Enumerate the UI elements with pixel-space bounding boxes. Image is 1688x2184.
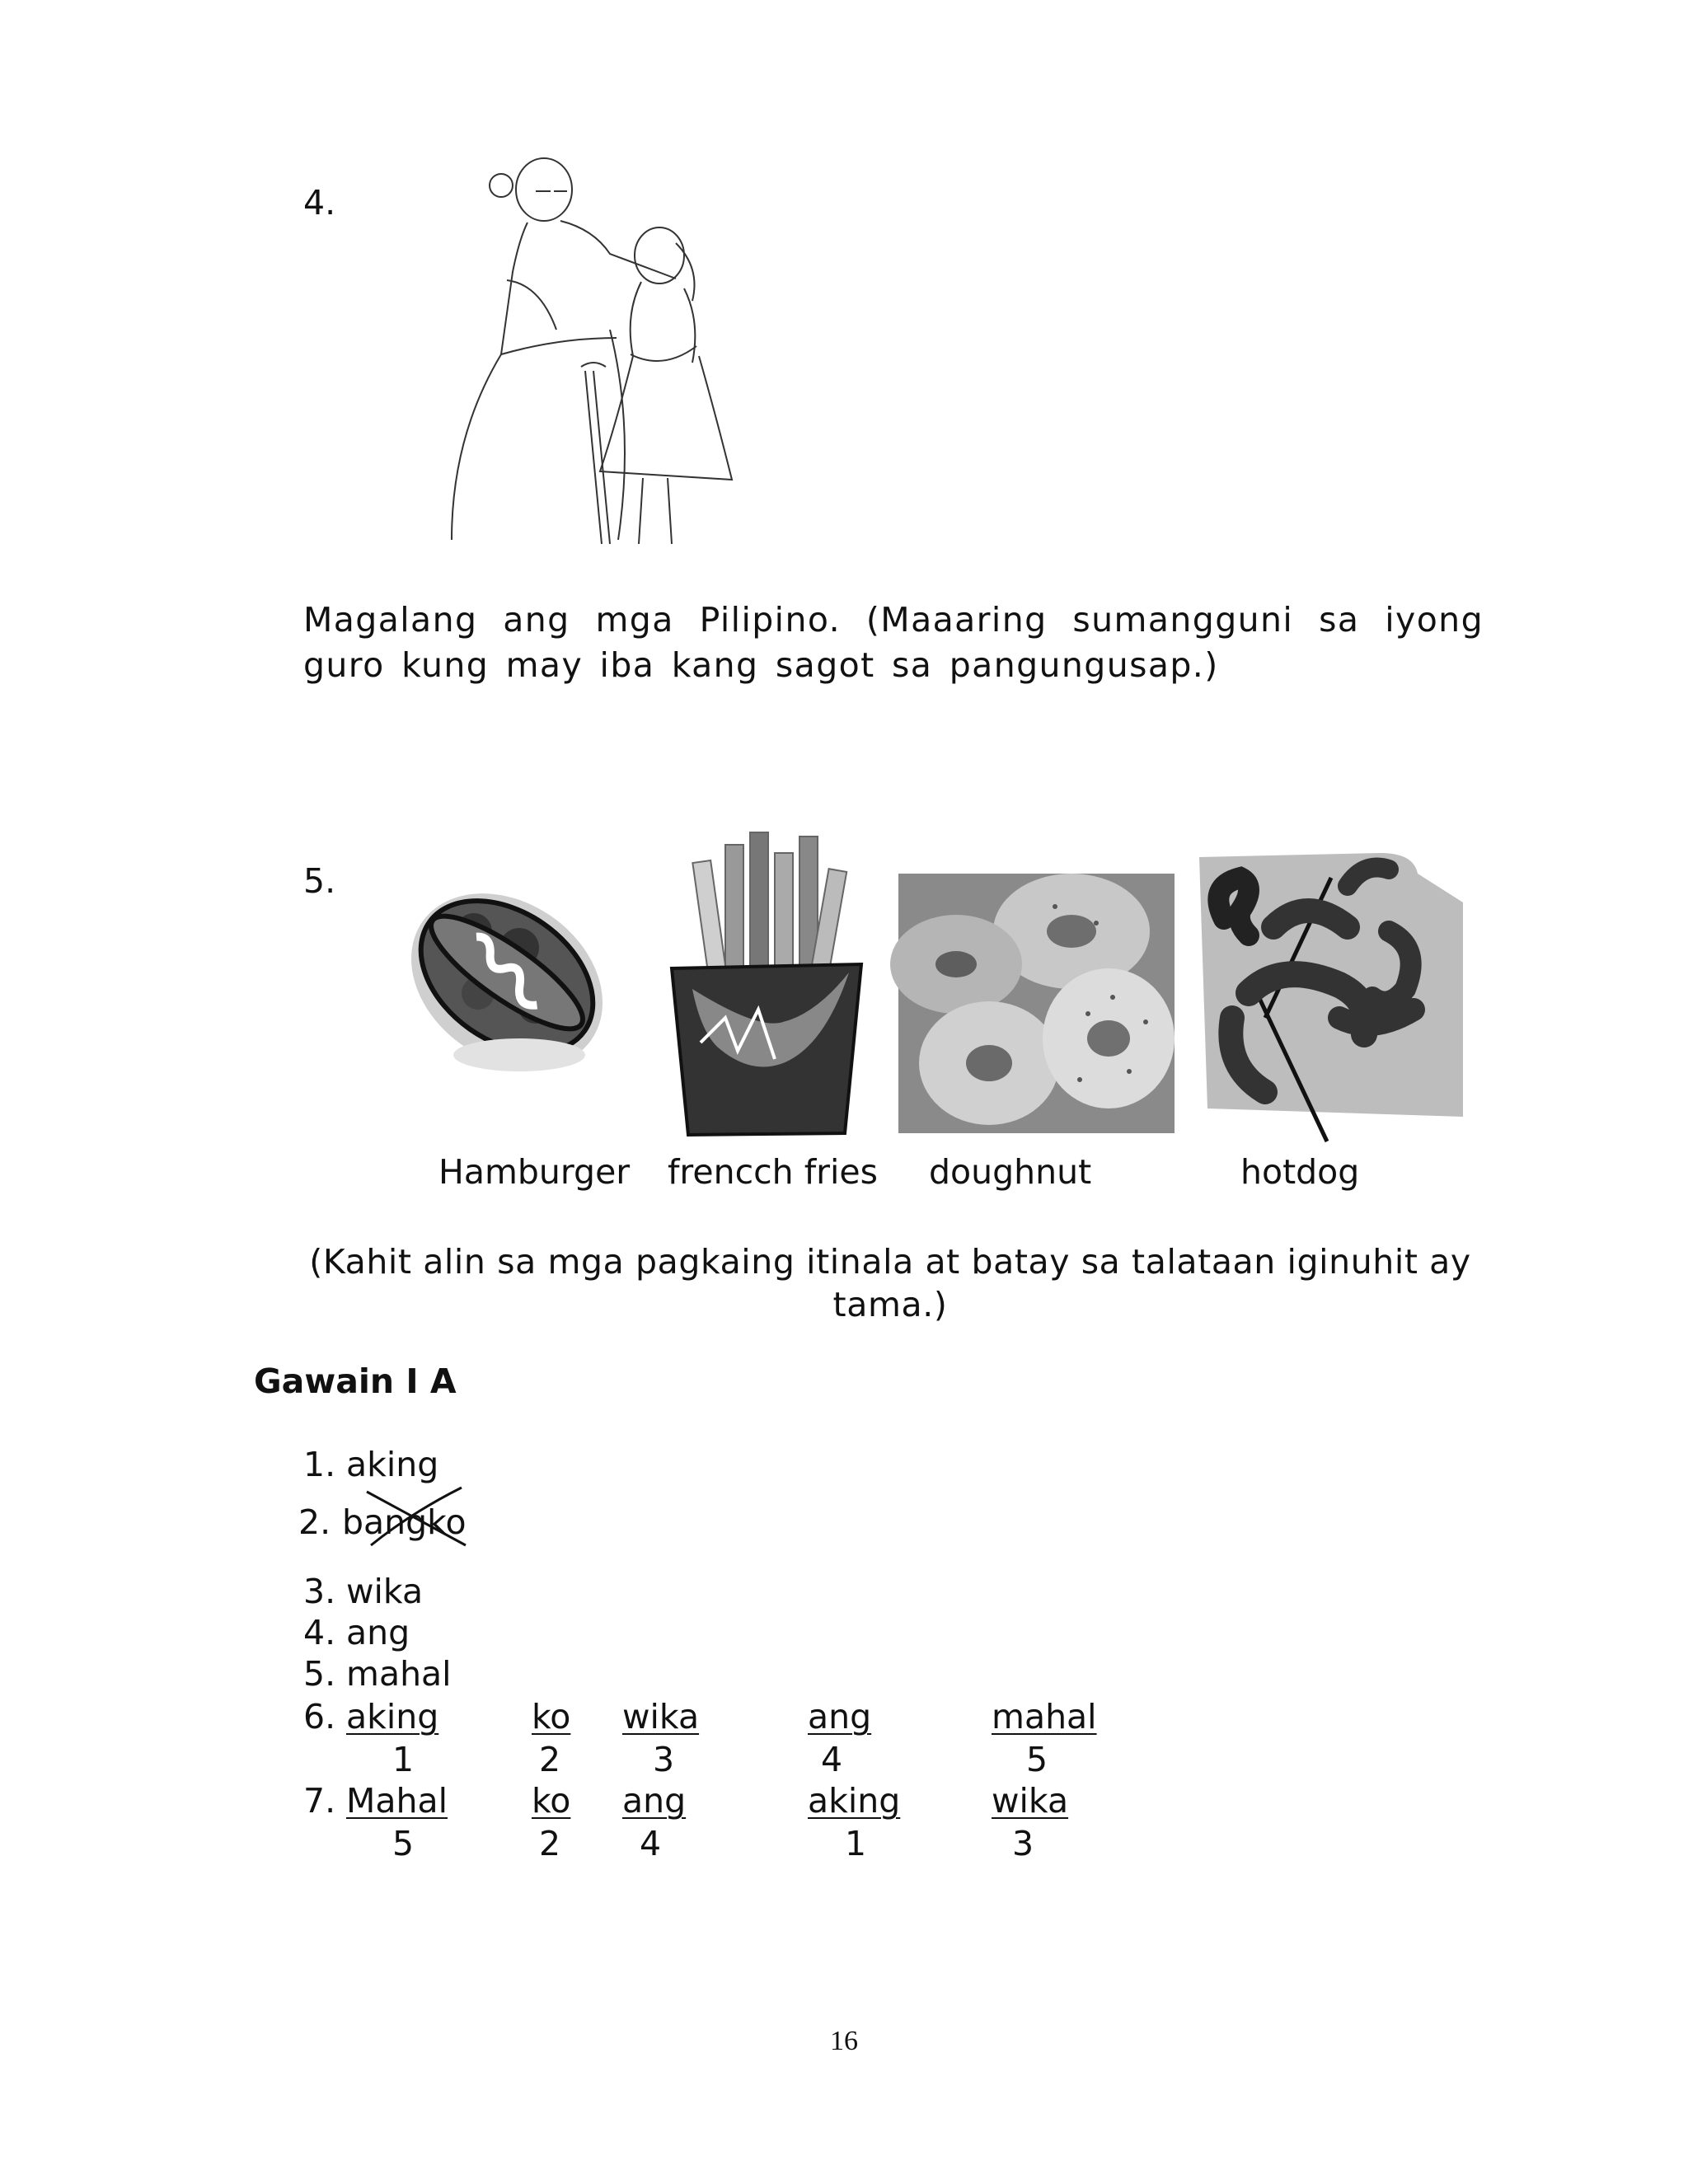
row-6-word: mahal [992,1697,1097,1736]
list-item-number: 5. [303,1654,336,1694]
row-6-word: wika [622,1697,700,1736]
french-fries-image [668,828,870,1137]
cross-out-mark [363,1483,470,1549]
row-7-word: aking [808,1781,901,1821]
illustration-grandmother-mano [420,148,775,552]
list-item-word: mahal [346,1654,452,1694]
row-7-order: 2 [539,1824,561,1863]
hamburger-image [396,857,618,1104]
row-6-number: 6. [303,1697,336,1736]
item-4-caption: Magalang ang mga Pilipino. (Maaaring sumangguni sa iyong guro kung may iba kang sagot sa pangungusap.) [303,600,1484,685]
item-5-note: (Kahit alin sa mga pagkaing itinala at batay sa talataan iginuhit ay tama.) [309,1242,1471,1324]
row-7-number: 7. [303,1781,336,1821]
row-6-order: 5 [1026,1740,1048,1779]
list-item-number: 2. [298,1502,331,1542]
list-item-word: wika [346,1572,424,1611]
list-item-number: 3. [303,1572,336,1611]
item-4-number: 4. [303,183,336,223]
row-7-word: wika [992,1781,1069,1821]
list-item-number: 4. [303,1613,336,1652]
hotdog-image [1199,853,1467,1141]
row-6-word: ang [808,1697,872,1736]
list-item-word: ang [346,1613,410,1652]
section-heading: Gawain I A [254,1361,457,1401]
row-6-order: 2 [539,1740,561,1779]
row-6-order: 3 [653,1740,675,1779]
list-item-number: 1. [303,1445,336,1484]
row-7-word: ang [622,1781,687,1821]
row-7-word: Mahal [346,1781,448,1821]
row-6-order: 4 [821,1740,843,1779]
row-7-word: ko [532,1781,571,1821]
list-item-word: aking [346,1445,439,1484]
row-7-order: 3 [1012,1824,1034,1863]
list-item-word-crossed: bangko [342,1502,467,1542]
food-label-hotdog: hotdog [1240,1152,1360,1192]
row-7-order: 1 [845,1824,867,1863]
food-label-hamburger: Hamburger [438,1152,631,1192]
row-6-order: 1 [392,1740,415,1779]
food-label-doughnut: doughnut [929,1152,1092,1192]
row-6-word: ko [532,1697,571,1736]
page-number: 16 [830,2026,858,2056]
doughnut-image [898,874,1175,1133]
row-7-order: 5 [392,1824,415,1863]
item-5-number: 5. [303,861,336,901]
row-6-word: aking [346,1697,439,1736]
row-7-order: 4 [640,1824,662,1863]
food-label-french-fries: frencch fries [668,1152,878,1192]
